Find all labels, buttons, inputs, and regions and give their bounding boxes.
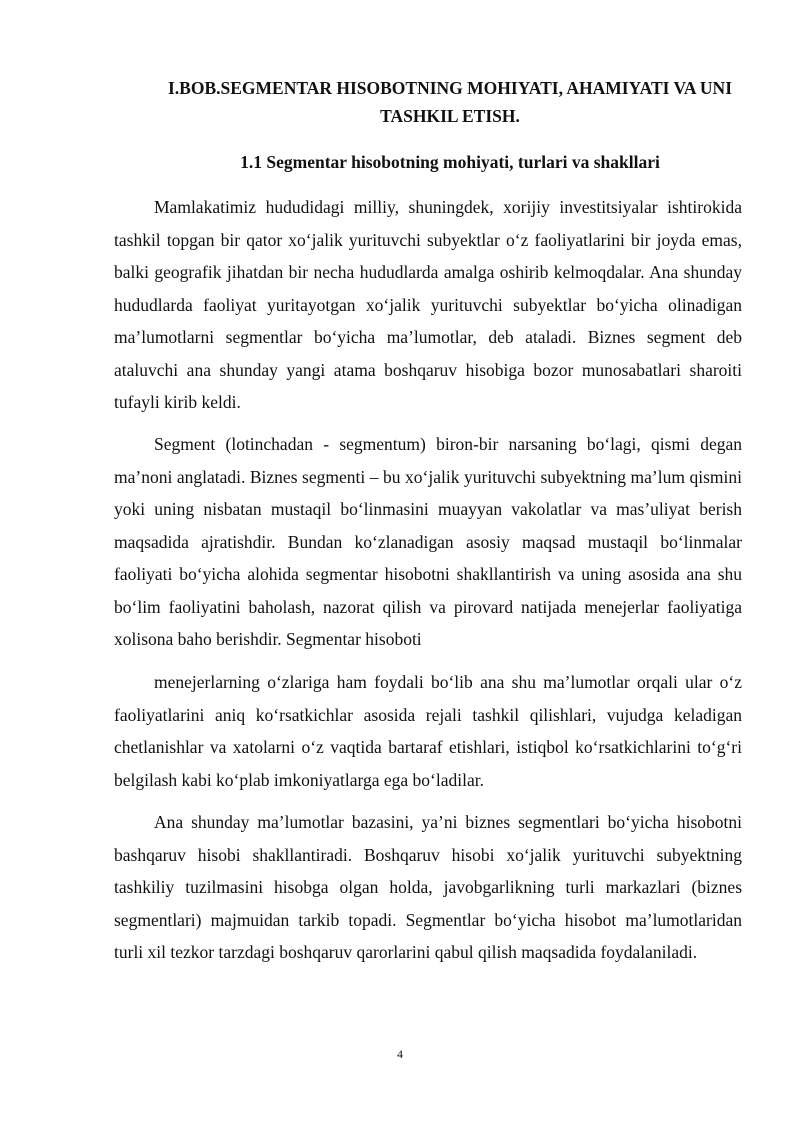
paragraph-1: Mamlakatimiz hududidagi milliy, shuningdek, xorijiy investitsiyalar ishtirokida tashkil topgan bir qator xo‘jalik yurituvchi subyektlar o‘z faoliyatlarini bir joyda emas, balki geografik jihatdan bir necha hududlarda amalga oshirib kelmoqdalar. Ana shunday hududlarda faoliyat yuritayotgan xo‘jalik yurituvchi subyektlar bo‘yicha olinadigan ma’lumotlarni segmentlar bo‘yicha ma’lumotlar, deb ataladi. Biznes segment deb ataluvchi ana shunday yangi atama boshqaruv hisobiga bozor munosabatlari sharoiti tufayli kirib keldi. [114, 197, 742, 412]
section-title: 1.1 Segmentar hisobotning mohiyati, turlari va shakllari [240, 152, 660, 172]
paragraph-3: menejerlarning o‘zlariga ham foydali bo‘lib ana shu ma’lumotlar orqali ular o‘z faoliyatlarini aniq ko‘rsatkichlar asosida rejali tashkil qilishlari, vujudga keladigan chetlanishlar va xatolarni o‘z vaqtida bartaraf etishlari, istiqbol ko‘rsatkichlarini to‘g‘ri belgilash kabi ko‘plab imkoniyatlarga ega bo‘ladilar. [114, 672, 742, 790]
page-number: 4 [397, 1047, 403, 1061]
paragraph-4: Ana shunday ma’lumotlar bazasini, ya’ni biznes segmentlari bo‘yicha hisobotni bashqaruv hisobi shakllantiradi. Boshqaruv hisobi xo‘jalik yurituvchi subyektning tashkiliy tuzilmasini hisobga olgan holda, javobgarlikning turli markazlari (biznes segmentlari) majmuidan tarkib topadi. Segmentlar bo‘yicha hisobot ma’lumotlaridan turli xil tezkor tarzdagi boshqaruv qarorlarini qabul qilish maqsadida foydalaniladi. [114, 812, 742, 962]
chapter-title: I.BOB.SEGMENTAR HISOBOTNING MOHIYATI, AHAMIYATI VA UNI TASHKIL ETISH. [167, 78, 733, 126]
paragraph-2: Segment (lotinchadan - segmentum) biron-bir narsaning bo‘lagi, qismi degan ma’noni anglatadi. Biznes segmenti – bu xo‘jalik yurituvchi subyektning ma’lum qismini yoki uning nisbatan mustaqil bo‘linmasini muayyan vakolatlar va mas’uliyat berish maqsadida ajratishdir. Bundan ko‘zlanadigan asosiy maqsad mustaqil bo‘linmalar faoliyati bo‘yicha alohida segmentar hisobotni shakllantirish va uning asosida ana shu bo‘lim faoliyatini baholash, nazorat qilish va pirovard natijada menejerlar faoliyatiga xolisona baho berishdir. Segmentar hisoboti [114, 434, 742, 649]
